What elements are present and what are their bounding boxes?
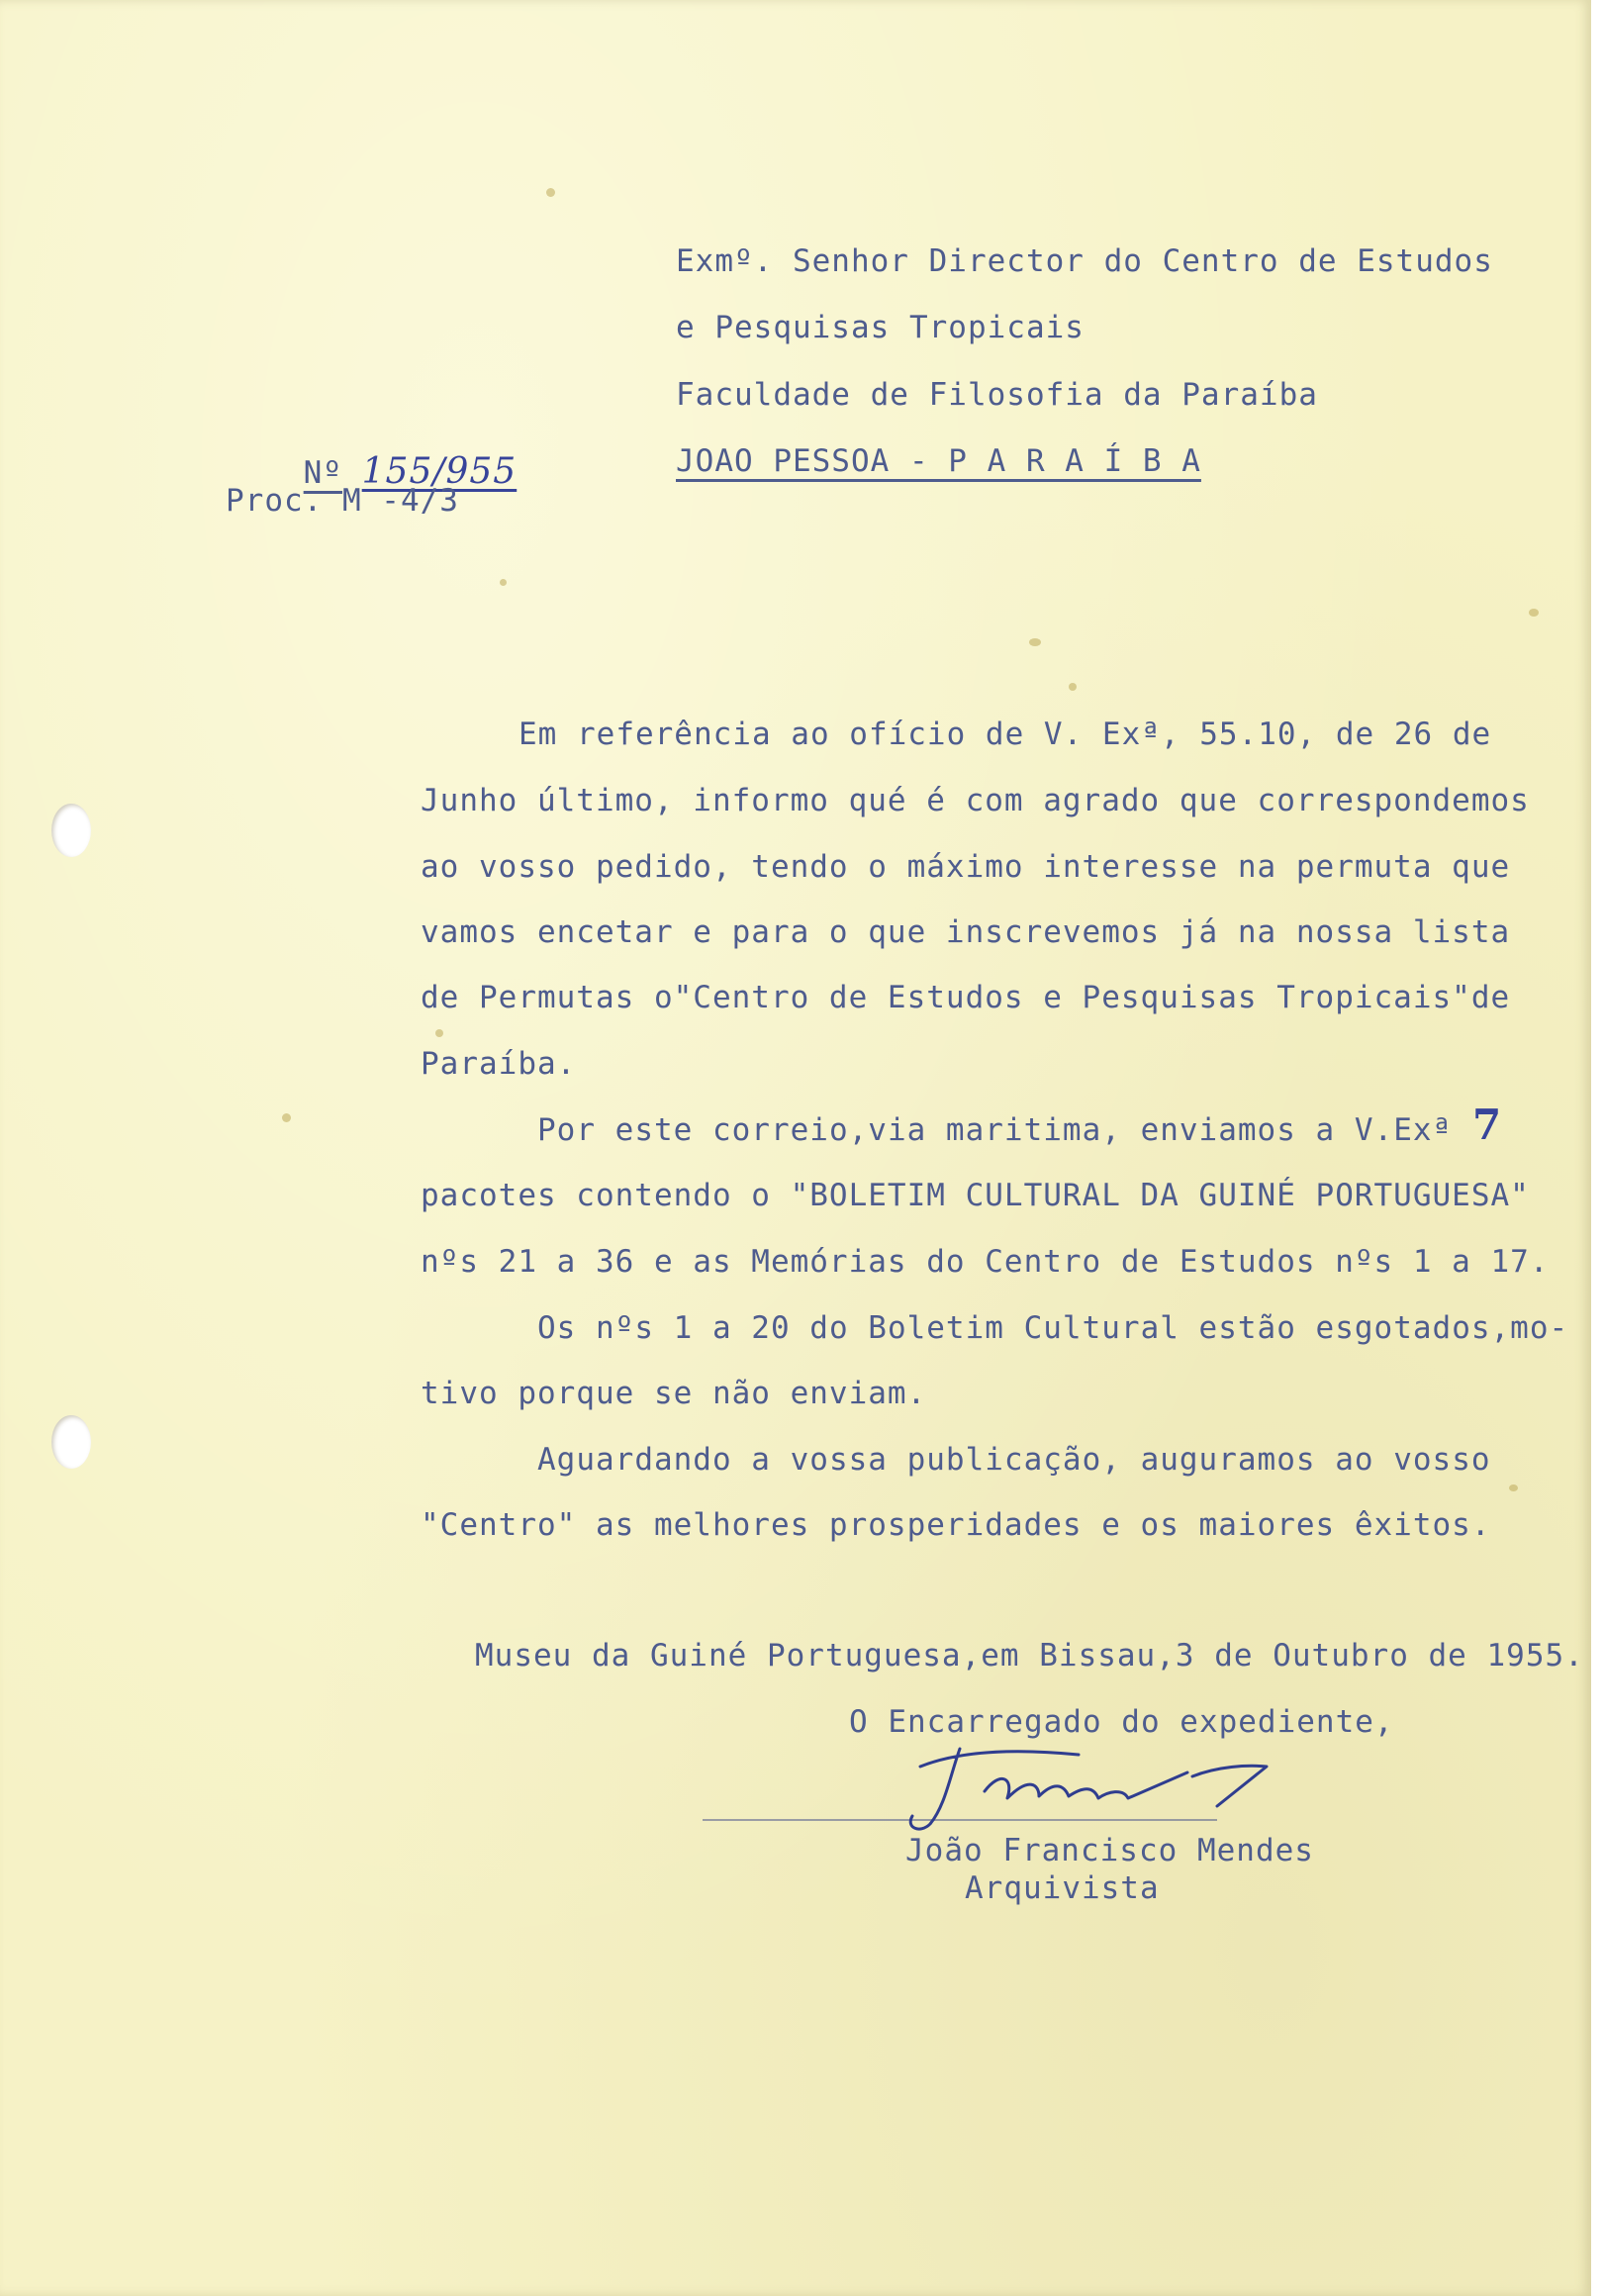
- body-line: Paraíba.: [421, 1046, 577, 1082]
- body-line: Junho último, informo qué é com agrado que correspondemos: [421, 783, 1530, 818]
- paper-fleck: [435, 1029, 443, 1037]
- closing-role: O Encarregado do expediente,: [849, 1704, 1394, 1740]
- body-line: pacotes contendo o "BOLETIM CULTURAL DA GUINÉ PORTUGUESA": [421, 1178, 1530, 1213]
- paper-fleck: [1069, 683, 1077, 691]
- paper-fleck: [1509, 1484, 1518, 1491]
- paper-fleck: [1529, 609, 1539, 617]
- reference-number-label: Nº: [303, 455, 342, 491]
- reference-number-value: 155/955: [361, 451, 518, 492]
- paper-fleck: [500, 579, 507, 586]
- handwritten-packet-count: 7: [1472, 1100, 1502, 1149]
- body-line: Aguardando a vossa publicação, auguramos ao vosso: [537, 1442, 1491, 1478]
- body-line: ao vosso pedido, tendo o máximo interesse na permuta que: [421, 849, 1511, 885]
- body-line: Em referência ao ofício de V. Exª, 55.10, de 26 de: [519, 717, 1492, 752]
- place-and-date: Museu da Guiné Portuguesa,em Bissau,3 de Outubro de 1955.: [475, 1638, 1584, 1674]
- body-line: nºs 21 a 36 e as Memórias do Centro de Estudos nºs 1 a 17.: [421, 1244, 1550, 1280]
- body-line: Os nºs 1 a 20 do Boletim Cultural estão esgotados,mo-: [537, 1310, 1569, 1346]
- addressee-line-2: e Pesquisas Tropicais: [676, 310, 1085, 345]
- process-reference: Proc. M -4/3: [226, 483, 459, 519]
- addressee-line-3: Faculdade de Filosofia da Paraíba: [676, 377, 1318, 413]
- signatory-title: Arquivista: [965, 1870, 1160, 1906]
- paper-fleck: [282, 1113, 291, 1122]
- paper-fleck: [546, 188, 555, 197]
- paper-fleck: [1029, 638, 1041, 646]
- addressee-line-4: JOAO PESSOA - P A R A Í B A: [676, 443, 1201, 479]
- body-line: de Permutas o"Centro de Estudos e Pesquisas Tropicais"de: [421, 980, 1511, 1015]
- addressee-line-1: Exmº. Senhor Director do Centro de Estudos: [676, 243, 1493, 279]
- signatory-name: João Francisco Mendes: [905, 1833, 1314, 1868]
- body-line: tivo porque se não enviam.: [421, 1376, 927, 1411]
- punch-hole-bottom: [51, 1415, 91, 1469]
- body-line: Por este correio,via maritima, enviamos a V.Exª: [537, 1112, 1453, 1148]
- body-line: "Centro" as melhores prosperidades e os maiores êxitos.: [421, 1507, 1491, 1543]
- punch-hole-top: [51, 804, 91, 857]
- body-line: vamos encetar e para o que inscrevemos já na nossa lista: [421, 914, 1511, 950]
- signature-image: [891, 1737, 1366, 1841]
